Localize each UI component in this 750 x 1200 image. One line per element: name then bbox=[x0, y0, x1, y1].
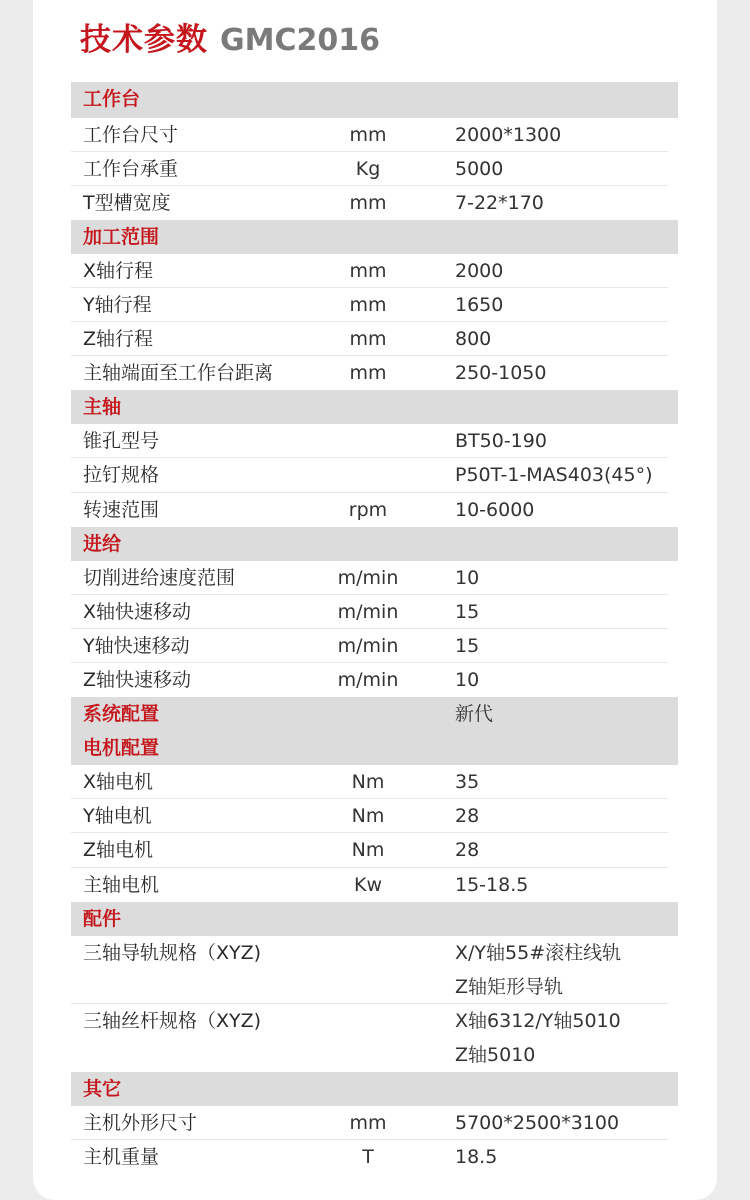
section-header-system bbox=[71, 697, 678, 731]
param-name: 三轴导轨规格（XYZ) bbox=[83, 941, 262, 964]
page-title bbox=[80, 14, 380, 60]
param-value: 新代 bbox=[455, 703, 494, 726]
table-row bbox=[71, 322, 678, 356]
param-value: 2000 bbox=[455, 259, 504, 282]
param-value: X轴6312/Y轴5010 bbox=[455, 1009, 621, 1032]
spec-table bbox=[71, 82, 678, 1174]
param-name: 锥孔型号 bbox=[83, 430, 160, 453]
param-name: T型槽宽度 bbox=[83, 191, 171, 214]
table-row bbox=[71, 288, 678, 322]
param-value: BT50-190 bbox=[455, 430, 547, 453]
param-name: Z轴行程 bbox=[83, 328, 154, 351]
table-row bbox=[71, 1004, 678, 1072]
param-value-line2: Z轴5010 bbox=[455, 1043, 536, 1066]
section-header-motor bbox=[71, 731, 678, 765]
param-value: 250-1050 bbox=[455, 362, 547, 385]
param-name: Y轴行程 bbox=[83, 293, 152, 316]
param-value: 15-18.5 bbox=[455, 873, 529, 896]
table-row bbox=[71, 868, 678, 902]
section-header-worktable bbox=[71, 82, 678, 118]
param-unit: mm bbox=[349, 328, 387, 351]
param-value: 10 bbox=[455, 566, 480, 589]
param-unit: mm bbox=[349, 191, 387, 214]
table-row bbox=[71, 186, 678, 220]
param-name: Y轴快速移动 bbox=[83, 634, 190, 657]
param-unit: Nm bbox=[351, 771, 385, 794]
section-label: 工作台 bbox=[83, 88, 141, 110]
param-name: X轴电机 bbox=[83, 771, 154, 794]
section-label: 其它 bbox=[83, 1078, 122, 1101]
param-name: X轴行程 bbox=[83, 259, 154, 282]
param-name: 主轴端面至工作台距离 bbox=[83, 362, 274, 385]
table-row bbox=[71, 152, 678, 186]
table-row bbox=[71, 493, 678, 527]
param-value: 7-22*170 bbox=[455, 191, 544, 214]
param-unit: m/min bbox=[337, 566, 399, 589]
section-label: 配件 bbox=[83, 907, 122, 930]
table-row bbox=[71, 561, 678, 595]
section-label: 电机配置 bbox=[83, 737, 160, 760]
table-row bbox=[71, 118, 678, 152]
param-unit: mm bbox=[349, 1112, 387, 1135]
table-row bbox=[71, 595, 678, 629]
param-value: 15 bbox=[455, 634, 480, 657]
param-unit: rpm bbox=[348, 498, 388, 521]
table-row bbox=[71, 663, 678, 697]
param-unit: mm bbox=[349, 259, 387, 282]
param-value: 15 bbox=[455, 600, 480, 623]
section-label: 系统配置 bbox=[83, 703, 160, 726]
table-row bbox=[71, 936, 678, 1004]
title-main: 技术参数 bbox=[80, 22, 208, 58]
param-value: 35 bbox=[455, 771, 480, 794]
table-row bbox=[71, 1140, 678, 1174]
param-value: 18.5 bbox=[455, 1146, 498, 1169]
title-model: GMC2016 bbox=[220, 23, 380, 58]
param-name: Y轴电机 bbox=[83, 805, 152, 828]
section-label: 进给 bbox=[83, 532, 122, 555]
param-value: 2000*1300 bbox=[455, 123, 562, 146]
param-unit: m/min bbox=[337, 600, 399, 623]
param-name: 主机重量 bbox=[83, 1146, 160, 1169]
param-name: Z轴快速移动 bbox=[83, 669, 192, 691]
table-row bbox=[71, 1106, 678, 1140]
param-unit: Kw bbox=[354, 873, 382, 896]
table-row bbox=[71, 458, 678, 492]
param-value: 28 bbox=[455, 839, 480, 862]
param-value: P50T-1-MAS403(45°) bbox=[455, 464, 653, 487]
param-name: 主机外形尺寸 bbox=[83, 1112, 198, 1135]
param-unit: Nm bbox=[351, 839, 385, 862]
param-value: X/Y轴55#滚柱线轨 bbox=[455, 941, 622, 964]
table-row bbox=[71, 629, 678, 663]
param-unit: T bbox=[362, 1146, 374, 1169]
param-name: 三轴丝杆规格（XYZ) bbox=[83, 1009, 262, 1032]
table-row bbox=[71, 765, 678, 799]
param-value: 800 bbox=[455, 328, 492, 351]
param-value: 1650 bbox=[455, 293, 504, 316]
param-value: 10-6000 bbox=[455, 498, 535, 521]
section-header-spindle bbox=[71, 390, 678, 424]
table-row bbox=[71, 424, 678, 458]
table-row bbox=[71, 799, 678, 833]
section-label: 加工范围 bbox=[83, 225, 160, 248]
param-value: 10 bbox=[455, 669, 480, 691]
param-unit: mm bbox=[349, 123, 387, 146]
param-value: 5700*2500*3100 bbox=[455, 1112, 620, 1135]
section-label: 主轴 bbox=[83, 396, 122, 419]
param-unit bbox=[333, 424, 403, 458]
table-row bbox=[71, 356, 678, 390]
param-unit: Kg bbox=[355, 157, 381, 180]
param-name: 转速范围 bbox=[83, 498, 160, 521]
param-value-line2: Z轴矩形导轨 bbox=[455, 975, 564, 998]
param-name: 切削进给速度范围 bbox=[83, 566, 236, 589]
section-header-parts bbox=[71, 902, 678, 936]
table-row bbox=[71, 254, 678, 288]
param-name: 主轴电机 bbox=[83, 873, 160, 896]
param-name: Z轴电机 bbox=[83, 839, 154, 862]
param-unit: m/min bbox=[337, 634, 399, 657]
param-unit bbox=[333, 458, 403, 492]
section-header-other bbox=[71, 1072, 678, 1106]
param-unit: mm bbox=[349, 362, 387, 385]
param-unit: mm bbox=[349, 293, 387, 316]
param-value: 28 bbox=[455, 805, 480, 828]
param-unit: m/min bbox=[337, 669, 399, 691]
section-header-feed bbox=[71, 527, 678, 561]
table-row bbox=[71, 833, 678, 867]
param-name: 工作台承重 bbox=[83, 157, 179, 180]
param-value: 5000 bbox=[455, 157, 504, 180]
param-name: 拉钉规格 bbox=[83, 464, 160, 487]
param-name: 工作台尺寸 bbox=[83, 123, 179, 146]
param-name: X轴快速移动 bbox=[83, 600, 192, 623]
section-header-range bbox=[71, 220, 678, 254]
param-unit: Nm bbox=[351, 805, 385, 828]
